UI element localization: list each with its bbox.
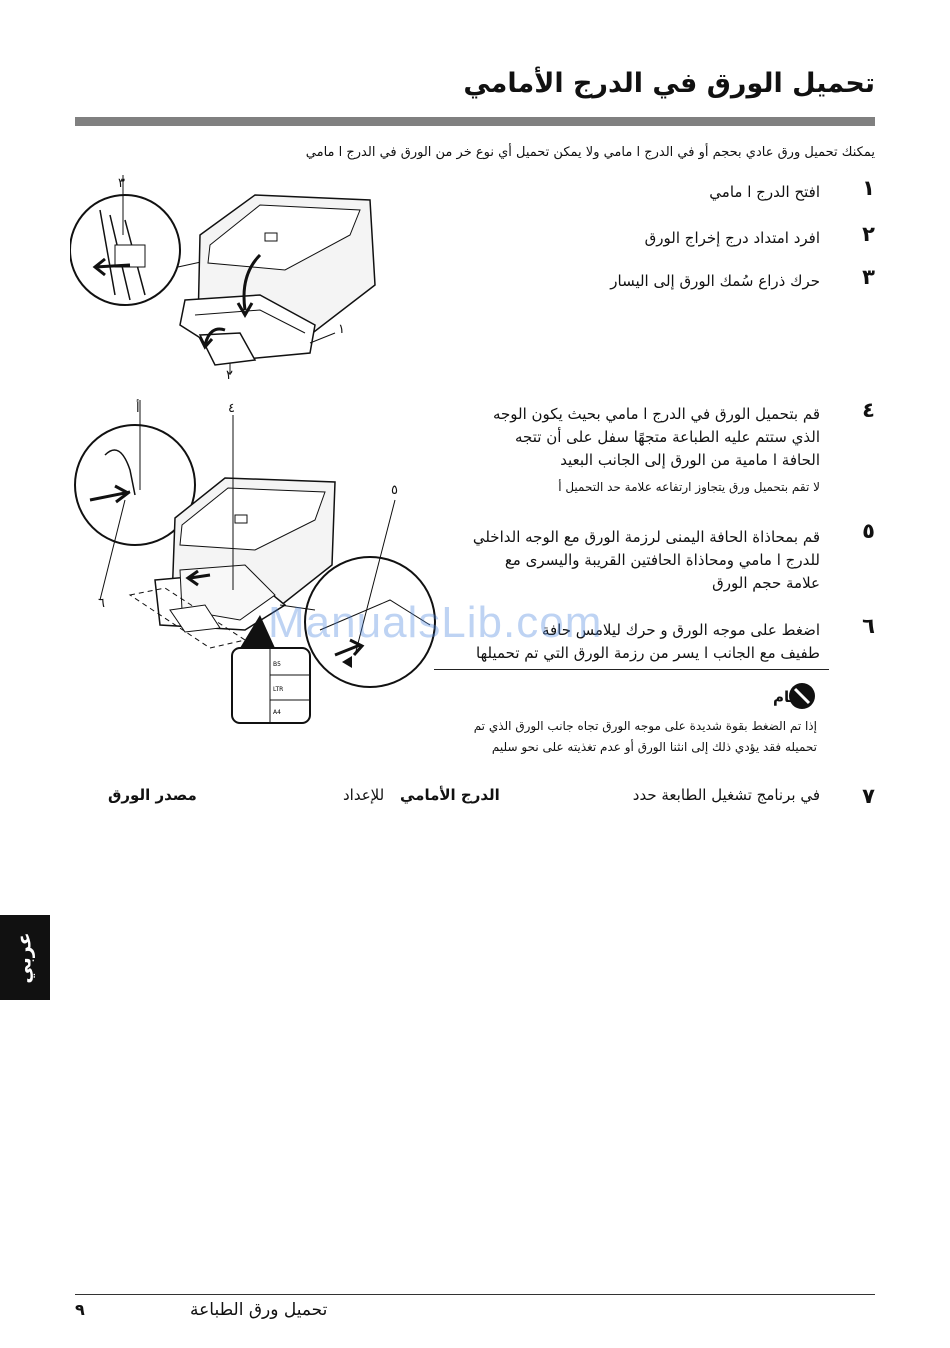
important-text <box>397 716 817 758</box>
figure-2-label-a: أ <box>136 401 140 416</box>
step-1-text: افتح الدرج ا مامي <box>709 183 820 201</box>
figure-2-label-4: ٤ <box>228 401 235 416</box>
step-2-text: افرد امتداد درج إخراج الورق <box>644 229 820 247</box>
important-label: هام <box>772 688 800 706</box>
language-side-tab <box>0 915 50 1000</box>
step-7-front-tray: الدرج الأمامي <box>400 786 500 804</box>
step-3-number: ٣ <box>862 265 875 289</box>
step-6-line-2: طفيف مع الجانب ا يسر من رزمة الورق التي تم تحميلها <box>476 644 820 662</box>
language-side-tab-label: عربي <box>14 931 36 984</box>
step-7-number: ٧ <box>862 784 875 808</box>
step-5-text <box>420 526 820 595</box>
step-5-number: ٥ <box>862 519 875 543</box>
figure-1-label-right: ١ <box>338 322 345 337</box>
step-4-line-2: الذي ستتم عليه الطباعة متجهًا سفل على أن تتجه <box>515 428 820 446</box>
step-6-number: ٦ <box>862 614 875 638</box>
page-title: تحميل الورق في الدرج الأمامي <box>463 68 875 99</box>
figure-1-label-top: ٣ <box>118 176 125 191</box>
step-7-text: في برنامج تشغيل الطابعة حدد <box>632 786 820 804</box>
step-4-note: لا تقم بتحميل ورق يتجاوز ارتفاعه علامة حد التحميل أ <box>558 480 820 494</box>
figure-2-label-5: ٥ <box>391 483 398 498</box>
size-mark-ltr: LTR <box>273 686 284 693</box>
printer-figure-1 <box>70 175 390 390</box>
important-divider <box>434 669 829 670</box>
figure-2-label-6: ٦ <box>98 596 105 611</box>
step-4-line-1: قم بتحميل الورق في الدرج ا مامي بحيث يكون الوجه <box>492 405 820 423</box>
step-5-line-1: قم بمحاذاة الحافة اليمنى لرزمة الورق مع الوجه الداخلي <box>472 528 820 546</box>
size-mark-b5: B5 <box>273 661 281 668</box>
step-4-number: ٤ <box>862 398 875 422</box>
size-mark-a4: A4 <box>273 709 281 716</box>
figure-1-label-bottom: ٢ <box>226 368 233 383</box>
important-line-1: إذا تم الضغط بقوة شديدة على موجه الورق تجاه جانب الورق الذي تم <box>473 719 817 733</box>
step-1-number: ١ <box>862 176 875 200</box>
watermark: ManualsLib.com <box>268 598 603 647</box>
step-5-line-2: للدرج ا مامي ومحاذاة الحافتين القريبة واليسرى مع <box>504 551 820 569</box>
intro-text: يمكنك تحميل ورق عادي بحجم أو في الدرج ا مامي ولا يمكن تحميل أي نوع خر من الورق في الدرج ا مامي <box>305 145 875 160</box>
step-4-line-3: الحافة ا مامية من الورق إلى الجانب البعيد <box>560 451 820 469</box>
footer-title: تحميل ورق الطباعة <box>190 1300 328 1320</box>
printer-figure-2 <box>70 400 440 730</box>
step-2-number: ٢ <box>862 222 875 246</box>
step-7-setting-word: للإعداد <box>343 786 385 804</box>
title-rule <box>75 117 875 126</box>
step-4-text <box>420 403 820 499</box>
footer-rule <box>75 1294 875 1295</box>
step-5-line-3: علامة حجم الورق <box>712 574 820 592</box>
step-6-line-1: اضغط على موجه الورق و حرك ليلامس حافة <box>541 621 820 639</box>
important-line-2: تحميله فقد يؤدي ذلك إلى انثنا الورق أو عدم تغذيته على نحو سليم <box>491 740 817 754</box>
page-number: ٩ <box>75 1300 85 1319</box>
step-3-text: حرك ذراع سُمك الورق إلى اليسار <box>610 272 820 290</box>
step-7-paper-source: مصدر الورق <box>108 786 197 804</box>
